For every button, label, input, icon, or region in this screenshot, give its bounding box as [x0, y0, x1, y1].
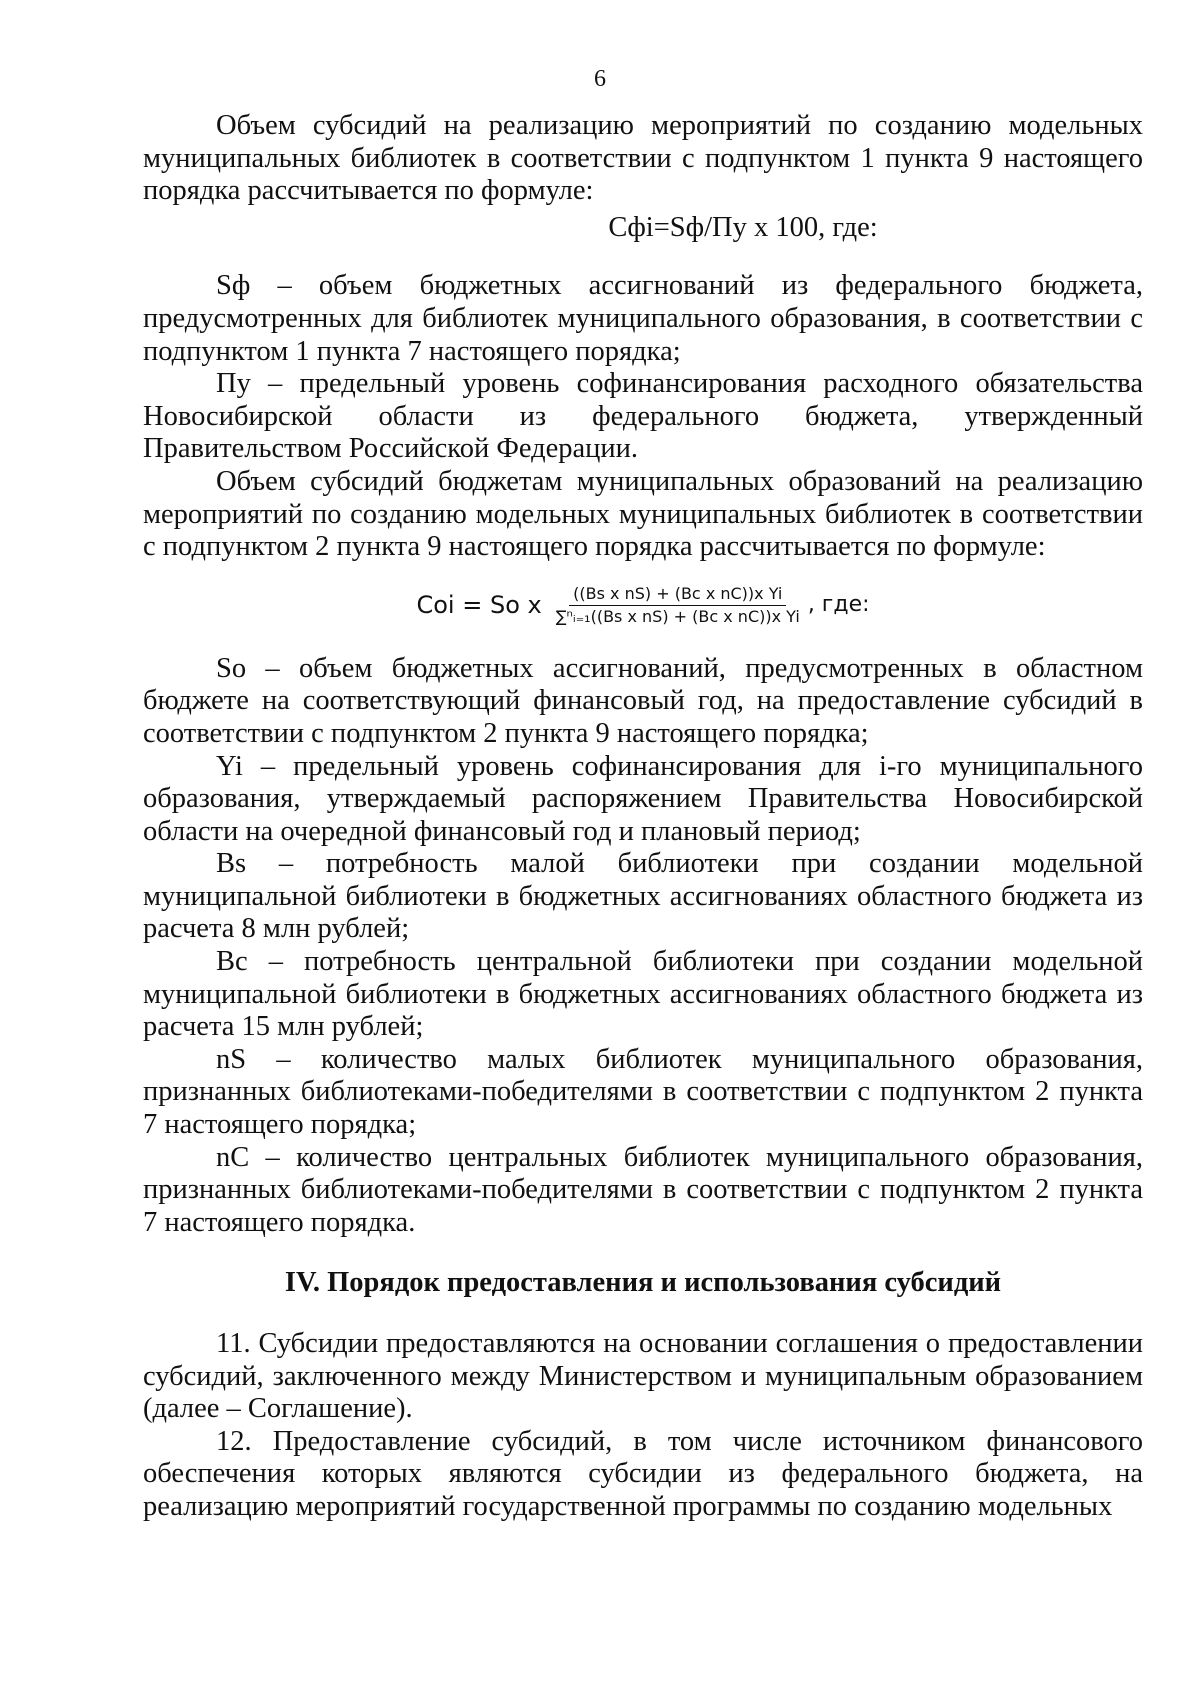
formula-tail: , где:	[807, 591, 870, 617]
paragraph-11: 11. Субсидии предоставляются на основании соглашения о предоставлении субсидий, заключенного между Министерством и муниципальным образованием (далее – Соглашение).	[143, 1328, 1143, 1425]
definition-so: So – объем бюджетных ассигнований, предусмотренных в областном бюджете на соответствующий финансовый год, на предоставление субсидий в соответствии с подпунктом 2 пункта 9 настоящего порядка;	[143, 652, 1143, 749]
formula-numerator: ((Bs x nS) + (Bc x nC))x Yi	[569, 584, 786, 606]
definition-bs: Bs – потребность малой библиотеки при создании модельной муниципальной библиотеки в бюджетных ассигнованиях областного бюджета из расчета 8 млн рублей;	[143, 848, 1143, 945]
document-body	[143, 110, 1143, 1524]
definition-ns: nS – количество малых библиотек муниципального образования, признанных библиотеками-победителями в соответствии с подпунктом 2 пункта 7 настоящего порядка;	[143, 1043, 1143, 1141]
formula-fraction	[552, 584, 804, 627]
formula-federal-subsidy: Сфi=Sф/Пу х 100, где:	[608, 211, 878, 243]
section-heading: IV. Порядок предоставления и использования субсидий	[284, 1267, 1002, 1299]
formula-regional-subsidy	[143, 584, 1143, 627]
paragraph: Объем субсидий на реализацию мероприятий по созданию модельных муниципальных библиотек в соответствии с подпунктом 1 пункта 9 настоящего порядка рассчитывается по формуле:	[143, 110, 1143, 207]
page-number: 6	[594, 66, 606, 92]
definition-yi: Yi – предельный уровень софинансирования для i-го муниципального образования, утверждаемый распоряжением Правительства Новосибирской области на очередной финансовый год и плановый период;	[143, 750, 1143, 847]
paragraph: Объем субсидий бюджетам муниципальных образований на реализацию мероприятий по созданию модельных муниципальных библиотек в соответствии с подпунктом 2 пункта 9 настоящего порядка рассчитывается по формуле:	[143, 465, 1143, 563]
definition-sf: Sф – объем бюджетных ассигнований из федерального бюджета, предусмотренных для библиотек муниципального образования, в соответствии с подпунктом 1 пункта 7 настоящего порядка;	[143, 270, 1143, 367]
definition-bc: Bc – потребность центральной библиотеки при создании модельной муниципальной библиотеки в бюджетных ассигнованиях областного бюджета из расчета 15 млн рублей;	[143, 946, 1143, 1043]
formula-lhs: Coi = So x	[416, 590, 542, 619]
paragraph-12: 12. Предоставление субсидий, в том числе источником финансового обеспечения которых являются субсидии из федерального бюджета, на реализацию мероприятий государственной программы по созданию модельных	[143, 1425, 1143, 1522]
definition-nc: nC – количество центральных библиотек муниципального образования, признанных библиотеками-победителями в соответствии с подпунктом 2 пункта 7 настоящего порядка.	[143, 1141, 1143, 1238]
formula-denominator: ∑ⁿᵢ₌₁((Bs x nS) + (Bc x nC))x Yi	[555, 606, 800, 626]
definition-pu: Пу – предельный уровень софинансирования расходного обязательства Новосибирской области из федерального бюджета, утвержденный Правительством Российской Федерации.	[143, 368, 1143, 465]
